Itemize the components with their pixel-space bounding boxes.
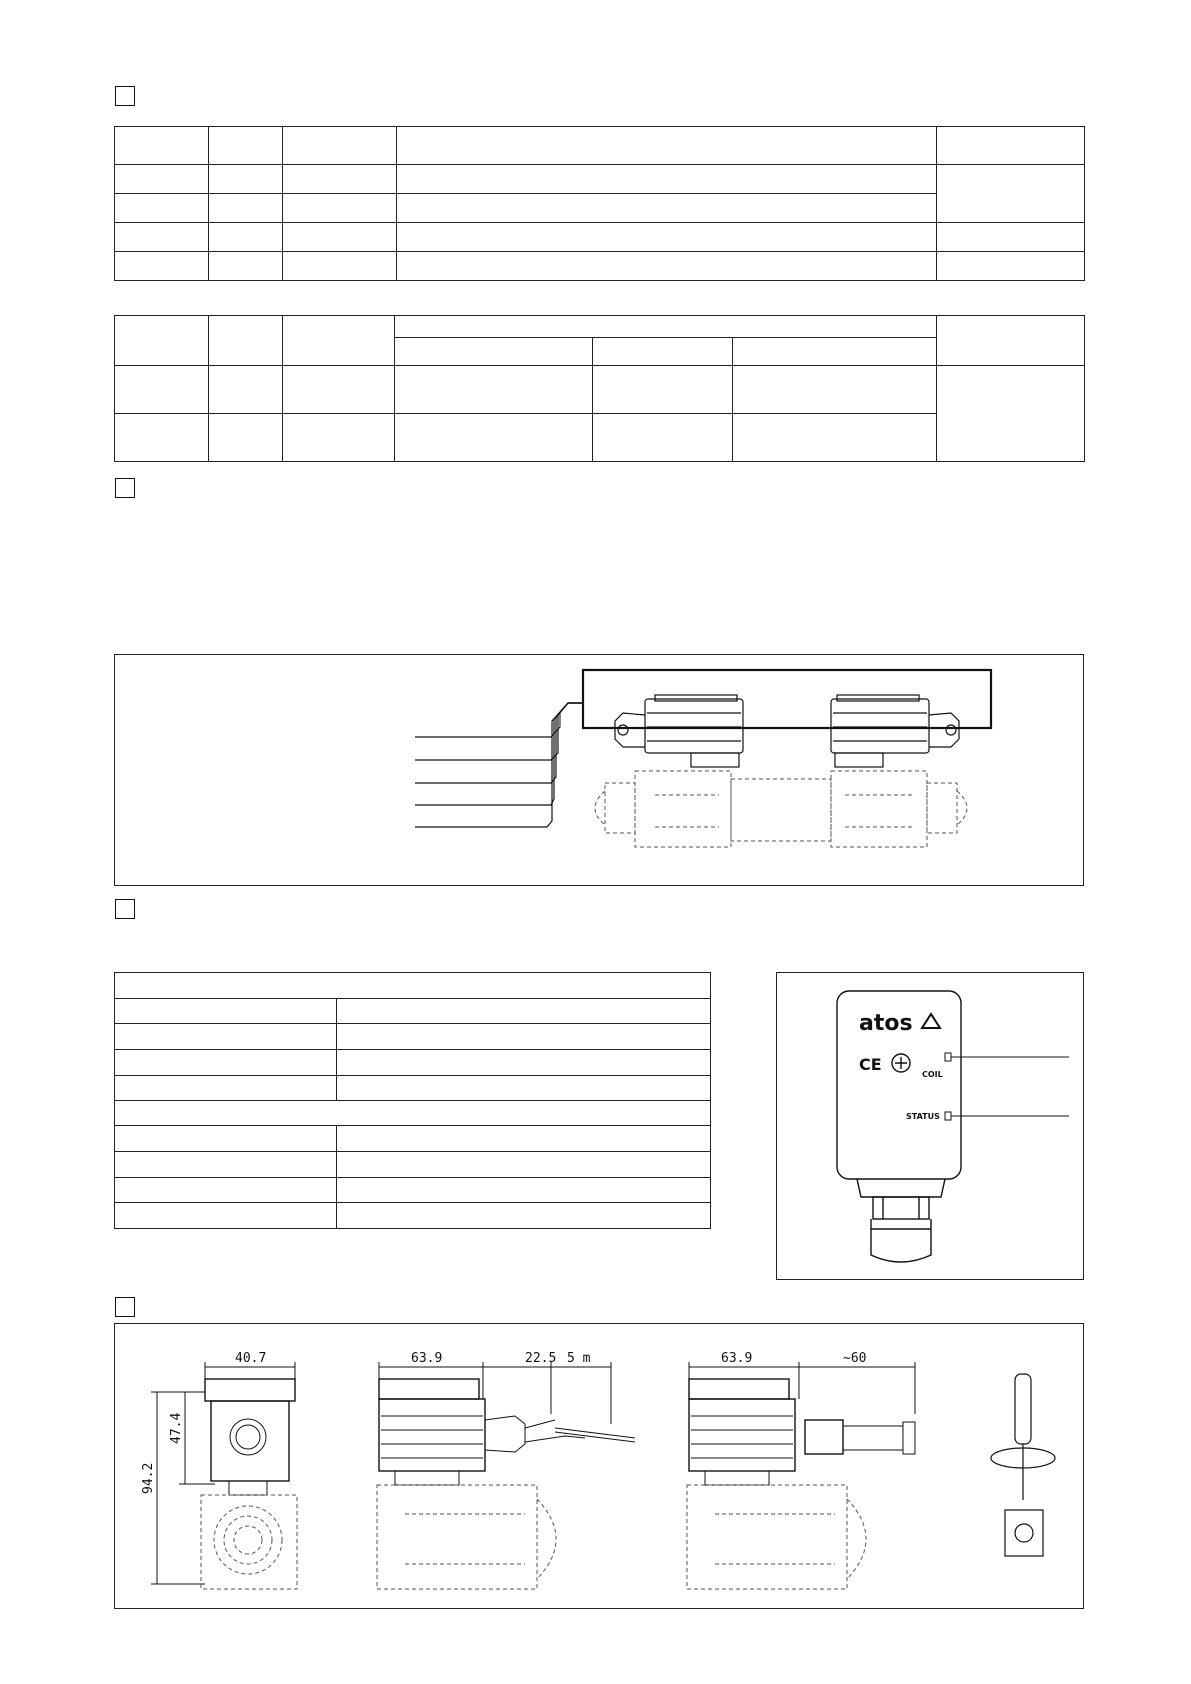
cell <box>397 194 937 223</box>
cell <box>115 223 209 252</box>
cell <box>209 223 283 252</box>
cell <box>937 165 1085 223</box>
table-1 <box>114 126 1085 281</box>
cell <box>209 194 283 223</box>
table-3 <box>114 972 711 1229</box>
cell <box>209 252 283 281</box>
cell <box>115 127 209 165</box>
cell <box>283 165 397 194</box>
section-marker-4 <box>115 1297 135 1317</box>
cell <box>283 127 397 165</box>
cell <box>209 127 283 165</box>
dim-height-total: 94.2 <box>141 1462 156 1494</box>
cell <box>283 194 397 223</box>
dim-cable: 5 m <box>567 1351 591 1366</box>
status-label: STATUS <box>906 1112 940 1121</box>
section-marker-1 <box>115 86 135 106</box>
cell <box>937 223 1085 252</box>
cell <box>397 223 937 252</box>
cell <box>937 252 1085 281</box>
cell <box>115 252 209 281</box>
screwdriver-icon <box>991 1374 1055 1556</box>
cell <box>283 223 397 252</box>
cell <box>209 165 283 194</box>
cell <box>397 127 937 165</box>
cell <box>115 165 209 194</box>
coil-label: COIL <box>922 1070 943 1079</box>
valve-wiring-figure <box>114 654 1084 886</box>
section-marker-3 <box>115 899 135 919</box>
led-panel-figure <box>776 972 1084 1280</box>
section-marker-2 <box>115 478 135 498</box>
dim-length-a: 63.9 <box>411 1351 443 1366</box>
dimensions-figure <box>114 1323 1084 1609</box>
cell <box>397 252 937 281</box>
dim-gland: 22.5 <box>525 1351 557 1366</box>
cell <box>115 194 209 223</box>
dim-connector: ~60 <box>843 1351 867 1366</box>
cell <box>283 252 397 281</box>
cell <box>937 127 1085 165</box>
brand-logo: atos <box>859 1011 913 1036</box>
dim-height-inner: 47.4 <box>169 1412 184 1444</box>
ce-mark: CE <box>859 1055 882 1074</box>
dim-length-b: 63.9 <box>721 1351 753 1366</box>
table-2 <box>114 315 1085 462</box>
dim-width-front: 40.7 <box>235 1351 267 1366</box>
cell <box>397 165 937 194</box>
